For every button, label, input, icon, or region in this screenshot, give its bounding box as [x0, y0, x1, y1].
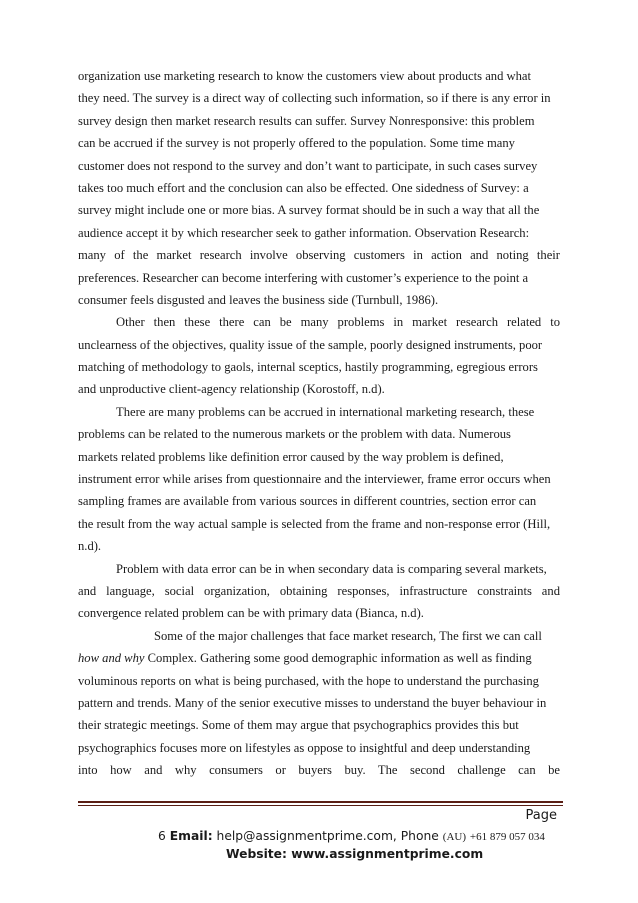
phone-country: (AU): [442, 831, 466, 843]
text-line: Other then these there can be many problems in market research related to: [116, 315, 560, 330]
text-line: takes too much effort and the conclusion can also be effected. One sidedness of Survey: a: [78, 180, 529, 195]
text-line: the result from the way actual sample is selected from the frame and non-response error (Hill,: [78, 516, 551, 531]
email-link[interactable]: help@assignmentprime.com,: [216, 829, 397, 843]
italic-phrase: how and why: [78, 651, 145, 666]
body-text: [78, 65, 560, 782]
text-line: matching of methodology to gaols, internal sceptics, hastily programming, egregious errors: [78, 360, 538, 375]
text-line: organization use marketing research to know the customers view about products and what: [78, 69, 532, 83]
text-line: instrument error while arises from questionnaire and the interviewer, frame error occurs when: [78, 472, 551, 487]
text-line: pattern and trends. Many of the senior executive misses to understand the buyer behaviour in: [78, 695, 547, 710]
text-line: convergence related problem can be with primary data (Bianca, n.d).: [78, 606, 424, 621]
text-line: survey design then market research results can suffer. Survey Nonresponsive: this problem: [78, 113, 535, 128]
text-line: psychographics focuses more on lifestyles as oppose to insightful and deep understanding: [78, 740, 531, 755]
footer-website: [226, 847, 483, 861]
text-line: their strategic meetings. Some of them may argue that psychographics provides this but: [78, 718, 519, 733]
text-line: voluminous reports on what is being purchased, with the hope to understand the purchasing: [78, 673, 539, 688]
text-line: customer does not respond to the survey and don’t want to participate, in such cases survey: [78, 158, 538, 173]
text-line: audience accept it by which researcher seek to gather information. Observation Research:: [78, 225, 530, 240]
phone-label: Phone: [400, 829, 439, 843]
text-line: survey might include one or more bias. A survey format should be in such a way that all the: [78, 203, 540, 218]
page-label: Page: [525, 808, 557, 823]
text-line: Problem with data error can be in when secondary data is comparing several markets,: [116, 561, 547, 576]
text-line: preferences. Researcher can become interfering with customer’s experience to the point a: [78, 270, 529, 285]
text-line: into how and why consumers or buyers buy. The second challenge can be: [78, 763, 560, 778]
text-line: Some of the major challenges that face market research, The first we can call: [154, 628, 542, 643]
text-line: they need. The survey is a direct way of collecting such information, so if there is any error in: [78, 91, 551, 106]
text-line: consumer feels disgusted and leaves the business side (Turnbull, 1986).: [78, 292, 439, 307]
website-label: Website:: [226, 847, 287, 861]
text-line: many of the market research involve observing customers in action and noting their: [78, 248, 560, 263]
text-line: problems can be related to the numerous markets or the problem with data. Numerous: [78, 427, 511, 442]
text-line: sampling frames are available from various sources in different countries, section error can: [78, 494, 537, 509]
footer-rule: [78, 801, 563, 803]
text-line: unclearness of the objectives, quality issue of the sample, poorly designed instruments, poor: [78, 337, 543, 352]
email-label: Email:: [169, 829, 213, 843]
text-line: n.d).: [78, 539, 102, 554]
website-link[interactable]: www.assignmentprime.com: [291, 847, 484, 861]
text-line: There are many problems can be accrued in international marketing research, these: [116, 404, 535, 419]
footer-contact: [158, 829, 545, 843]
text-line: [78, 647, 560, 669]
text-line-rest: Complex. Gathering some good demographic information as well as finding: [147, 651, 532, 666]
page-number: 6: [158, 829, 166, 843]
text-line: and unproductive client-agency relationship (Korostoff, n.d).: [78, 382, 385, 397]
text-line: can be accrued if the survey is not properly offered to the population. Some time many: [78, 136, 515, 151]
footer-rule-thin: [78, 805, 563, 806]
phone-number: +61 879 057 034: [469, 831, 545, 843]
text-line: markets related problems like definition error caused by the way problem is defined,: [78, 449, 504, 464]
text-line: and language, social organization, obtaining responses, infrastructure constraints and: [78, 583, 560, 598]
